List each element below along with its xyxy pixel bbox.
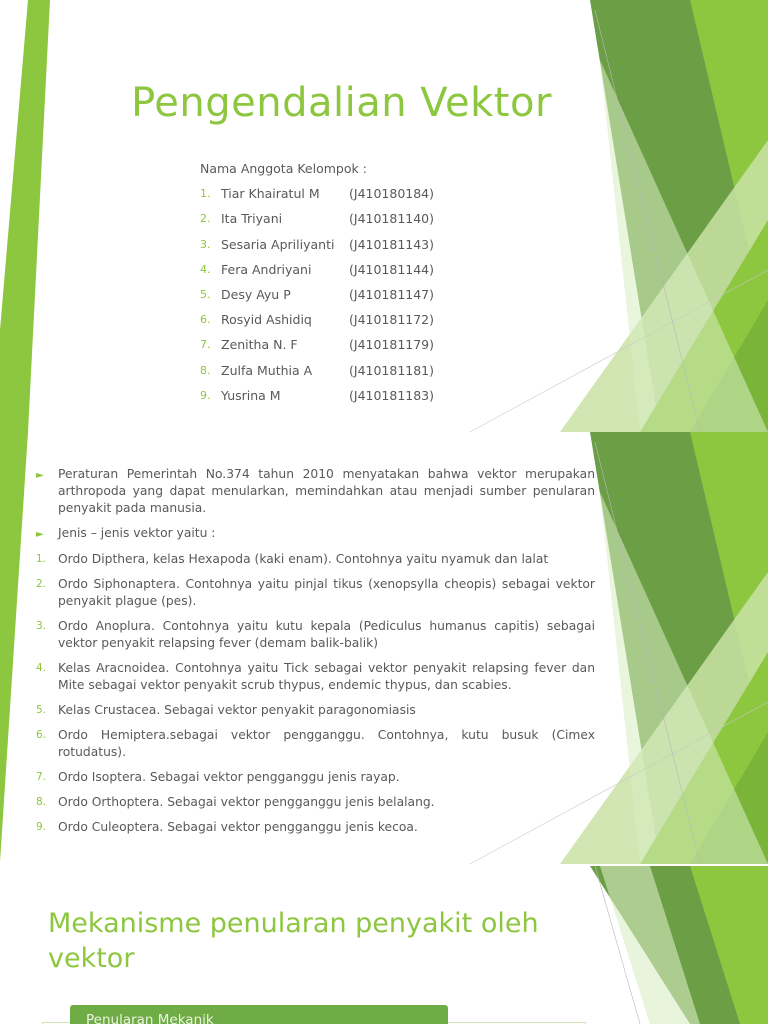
member-id: (J410181172) bbox=[349, 312, 435, 328]
member-number: 5. bbox=[200, 288, 211, 302]
member-number: 2. bbox=[200, 212, 211, 226]
member-row bbox=[200, 358, 434, 383]
slide-title: Mekanisme penularan penyakit oleh vektor bbox=[48, 908, 539, 974]
list-item-text: Ordo Hemiptera.sebagai vektor pengganggu. Contohnya, kutu busuk (Cimex rotudatus). bbox=[58, 728, 595, 759]
member-name: Tiar Khairatul M bbox=[221, 186, 320, 202]
member-name: Sesaria Apriliyanti bbox=[221, 236, 335, 252]
list-item bbox=[36, 794, 595, 811]
member-number: 3. bbox=[200, 237, 211, 251]
member-number: 1. bbox=[200, 187, 211, 201]
list-item bbox=[36, 769, 595, 786]
list-item-text: Kelas Aracnoidea. Contohnya yaitu Tick sebagai vektor penyakit relapsing fever dan Mite sebagai vektor penyakit scrub thypus, endemic thypus, dan scabies. bbox=[58, 661, 595, 692]
member-id: (J410181181) bbox=[349, 362, 435, 378]
list-item bbox=[36, 576, 595, 610]
member-name: Zulfa Muthia A bbox=[221, 362, 313, 378]
member-number: 4. bbox=[200, 262, 211, 276]
list-number: 8. bbox=[36, 796, 47, 808]
member-row bbox=[200, 181, 434, 206]
list-item-text: Ordo Culeoptera. Sebagai vektor pengganggu jenis kecoa. bbox=[58, 820, 418, 834]
vector-content bbox=[36, 466, 595, 844]
list-number: 3. bbox=[36, 620, 47, 632]
member-row bbox=[200, 206, 434, 231]
member-row bbox=[200, 232, 434, 257]
member-id: (J410181147) bbox=[349, 287, 435, 303]
slide-1 bbox=[0, 0, 768, 432]
member-name: Yusrina M bbox=[221, 387, 281, 403]
list-number: 6. bbox=[36, 729, 47, 741]
member-id: (J410181183) bbox=[349, 387, 435, 403]
member-row bbox=[200, 383, 434, 408]
list-item bbox=[36, 618, 595, 652]
member-name: Desy Ayu P bbox=[221, 287, 291, 303]
list-item-text: Jenis – jenis vektor yaitu : bbox=[58, 526, 216, 540]
slide-2 bbox=[0, 432, 768, 864]
bullet-arrow-icon: ► bbox=[36, 470, 44, 481]
members-list bbox=[200, 156, 434, 408]
transmission-box: Penularan Mekanik bbox=[70, 1005, 448, 1024]
members-header: Nama Anggota Kelompok : bbox=[200, 161, 367, 176]
member-id: (J410180184) bbox=[349, 186, 435, 202]
list-item bbox=[36, 727, 595, 761]
member-row bbox=[200, 282, 434, 307]
list-item-text: Ordo Dipthera, kelas Hexapoda (kaki enam). Contohnya yaitu nyamuk dan lalat bbox=[58, 552, 549, 566]
list-item bbox=[36, 702, 595, 719]
list-number: 7. bbox=[36, 771, 47, 783]
list-number: 4. bbox=[36, 662, 47, 674]
member-id: (J410181144) bbox=[349, 261, 435, 277]
member-number: 8. bbox=[200, 363, 211, 377]
list-number: 5. bbox=[36, 704, 47, 716]
slide-3 bbox=[0, 866, 768, 1024]
list-item-text: Ordo Siphonaptera. Contohnya yaitu pinjal tikus (xenopsylla cheopis) sebagai vektor penyakit plague (pes). bbox=[58, 577, 595, 608]
list-item-text: Ordo Orthoptera. Sebagai vektor pengganggu jenis belalang. bbox=[58, 795, 435, 809]
list-item-text: Ordo Isoptera. Sebagai vektor pengganggu jenis rayap. bbox=[58, 770, 400, 784]
member-row bbox=[200, 257, 434, 282]
list-item-text: Ordo Anoplura. Contohnya yaitu kutu kepala (Pediculus humanus capitis) sebagai vektor penyakit relapsing fever (demam balik-balik) bbox=[58, 619, 595, 650]
member-row bbox=[200, 332, 434, 357]
list-number: 9. bbox=[36, 821, 47, 833]
member-id: (J410181140) bbox=[349, 211, 435, 227]
list-item bbox=[36, 466, 595, 517]
list-item-text: Kelas Crustacea. Sebagai vektor penyakit paragonomiasis bbox=[58, 703, 416, 717]
list-item bbox=[36, 660, 595, 694]
member-number: 6. bbox=[200, 313, 211, 327]
member-name: Fera Andriyani bbox=[221, 261, 312, 277]
slide-title: Pengendalian Vektor bbox=[131, 80, 552, 126]
member-id: (J410181179) bbox=[349, 337, 435, 353]
list-number: 2. bbox=[36, 578, 47, 590]
member-name: Ita Triyani bbox=[221, 211, 283, 227]
bullet-arrow-icon: ► bbox=[36, 529, 44, 540]
list-item bbox=[36, 551, 595, 568]
member-number: 7. bbox=[200, 338, 211, 352]
member-row bbox=[200, 307, 434, 332]
member-number: 9. bbox=[200, 388, 211, 402]
member-name: Zenitha N. F bbox=[221, 337, 298, 353]
list-item-text: Peraturan Pemerintah No.374 tahun 2010 menyatakan bahwa vektor merupakan arthropoda yang dapat menularkan, memindahkan atau menjadi sumber penularan penyakit pada manusia. bbox=[58, 467, 595, 515]
list-item bbox=[36, 819, 595, 836]
member-name: Rosyid Ashidiq bbox=[221, 312, 312, 328]
list-number: 1. bbox=[36, 553, 47, 565]
list-item bbox=[36, 525, 595, 543]
member-id: (J410181143) bbox=[349, 236, 435, 252]
